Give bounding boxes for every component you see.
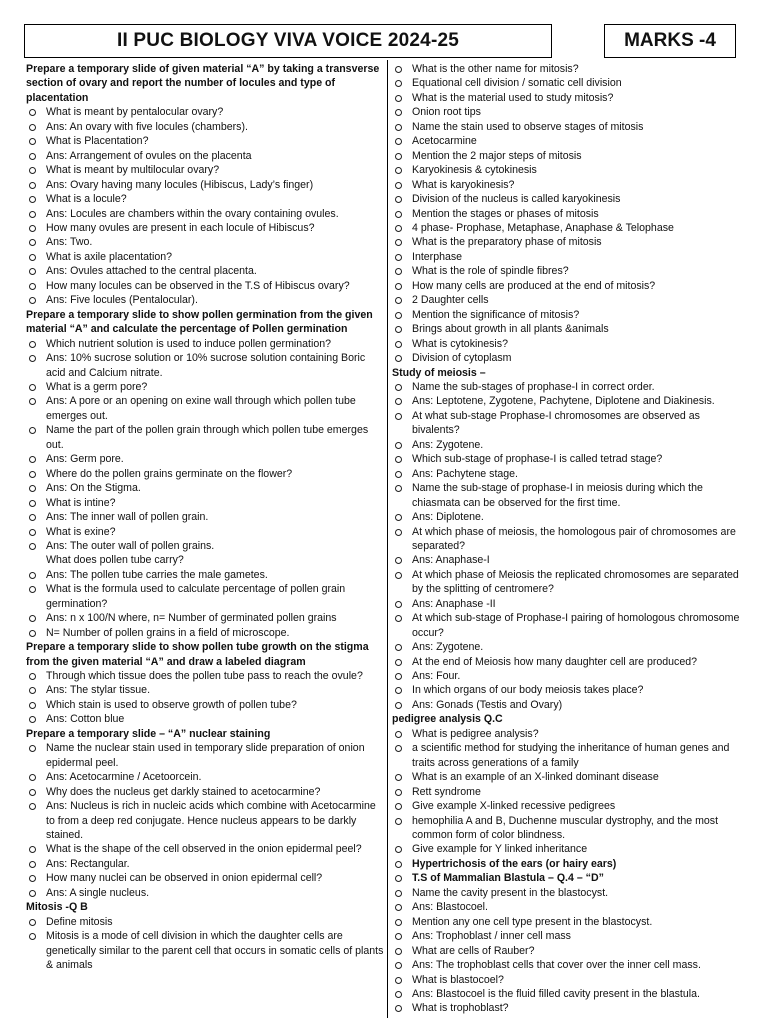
list-item: Equational cell division / somatic cell division bbox=[392, 76, 750, 90]
list-item: T.S of Mammalian Blastula – Q.4 – “D” bbox=[392, 871, 750, 885]
list-item: Name the sub-stage of prophase-I in meiosis during which the chiasmata can be observed for the first time. bbox=[392, 481, 750, 510]
list-item: What is a locule? bbox=[26, 192, 384, 206]
list-item: What is trophoblast? bbox=[392, 1001, 750, 1015]
list-item: What is cytokinesis? bbox=[392, 337, 750, 351]
list-item: Brings about growth in all plants &animals bbox=[392, 322, 750, 336]
list-item: What is an example of an X-linked dominant disease bbox=[392, 770, 750, 784]
list-item: a scientific method for studying the inheritance of human genes and traits across generations of a family bbox=[392, 741, 750, 770]
list-item: What is the role of spindle fibres? bbox=[392, 264, 750, 278]
list-item: Ans: Pachytene stage. bbox=[392, 467, 750, 481]
list-item: Name the nuclear stain used in temporary slide preparation of onion epidermal peel. bbox=[26, 741, 384, 770]
list-item: Ans: A single nucleus. bbox=[26, 886, 384, 900]
list-item: Define mitosis bbox=[26, 915, 384, 929]
list-item: Ans: An ovary with five locules (chambers). bbox=[26, 120, 384, 134]
list-item: Ans: Anaphase-I bbox=[392, 553, 750, 567]
list-item: At which sub-stage of Prophase-I pairing of homologous chromosome occur? bbox=[392, 611, 750, 640]
list-item: What is exine? bbox=[26, 525, 384, 539]
list-item: Ans: A pore or an opening on exine wall through which pollen tube emerges out. bbox=[26, 394, 384, 423]
list-item: hemophilia A and B, Duchenne muscular dystrophy, and the most common form of color blindness. bbox=[392, 814, 750, 843]
list-item: Ans: The inner wall of pollen grain. bbox=[26, 510, 384, 524]
right-column bbox=[392, 62, 750, 1018]
list-item: Acetocarmine bbox=[392, 134, 750, 148]
section-heading: Prepare a temporary slide of given material “A” by taking a transverse section of ovary and report the number of locules and type of placentation bbox=[26, 63, 380, 104]
left-column bbox=[26, 62, 384, 1018]
column-divider bbox=[387, 60, 388, 1018]
list-item: What is the other name for mitosis? bbox=[392, 62, 750, 76]
list-item: Ans: Diplotene. bbox=[392, 510, 750, 524]
list-item: At which phase of meiosis, the homologous pair of chromosomes are separated? bbox=[392, 525, 750, 554]
list-item: At which phase of Meiosis the replicated chromosomes are separated by the splitting of centromere? bbox=[392, 568, 750, 597]
list-item: Ans: Germ pore. bbox=[26, 452, 384, 466]
list-item: Ans: Gonads (Testis and Ovary) bbox=[392, 698, 750, 712]
list-item: Where do the pollen grains germinate on the flower? bbox=[26, 467, 384, 481]
list-item: Karyokinesis & cytokinesis bbox=[392, 163, 750, 177]
list-item: Interphase bbox=[392, 250, 750, 264]
list-item: How many locules can be observed in the T.S of Hibiscus ovary? bbox=[26, 279, 384, 293]
list-item: Name the cavity present in the blastocyst. bbox=[392, 886, 750, 900]
list-item: Ans: The stylar tissue. bbox=[26, 683, 384, 697]
marks-label: MARKS -4 bbox=[604, 24, 736, 58]
list-item: Division of cytoplasm bbox=[392, 351, 750, 365]
list-item: What is the formula used to calculate percentage of pollen grain germination? bbox=[26, 582, 384, 611]
list-item: What is axile placentation? bbox=[26, 250, 384, 264]
list-item: How many cells are produced at the end of mitosis? bbox=[392, 279, 750, 293]
list-item: How many nuclei can be observed in onion epidermal cell? bbox=[26, 871, 384, 885]
list-item: Ans: Zygotene. bbox=[392, 640, 750, 654]
list-item: Ans: The pollen tube carries the male gametes. bbox=[26, 568, 384, 582]
list-item: Ans: The trophoblast cells that cover over the inner cell mass. bbox=[392, 958, 750, 972]
section-heading: Study of meiosis – bbox=[392, 366, 486, 379]
list-item: Ans: Two. bbox=[26, 235, 384, 249]
list-item: What are cells of Rauber? bbox=[392, 944, 750, 958]
section-heading: Prepare a temporary slide to show pollen germination from the given material “A” and calculate the percentage of Pollen germination bbox=[26, 308, 373, 336]
list-item: Onion root tips bbox=[392, 105, 750, 119]
list-item: Give example X-linked recessive pedigrees bbox=[392, 799, 750, 813]
list-item: N= Number of pollen grains in a field of microscope. bbox=[26, 626, 384, 640]
list-item: Name the stain used to observe stages of mitosis bbox=[392, 120, 750, 134]
list-item: At the end of Meiosis how many daughter cell are produced? bbox=[392, 655, 750, 669]
list-item: What is a germ pore? bbox=[26, 380, 384, 394]
list-item: Mention the significance of mitosis? bbox=[392, 308, 750, 322]
list-item: How many ovules are present in each locule of Hibiscus? bbox=[26, 221, 384, 235]
list-item: What is karyokinesis? bbox=[392, 178, 750, 192]
list-item: Ans: Blastocoel. bbox=[392, 900, 750, 914]
document-title: II PUC BIOLOGY VIVA VOICE 2024-25 bbox=[24, 24, 552, 58]
list-item: Give example for Y linked inheritance bbox=[392, 842, 750, 856]
list-item: Ans: Trophoblast / inner cell mass bbox=[392, 929, 750, 943]
list-item: Hypertrichosis of the ears (or hairy ears) bbox=[392, 857, 750, 871]
list-item: Rett syndrome bbox=[392, 785, 750, 799]
list-item: Ans: Rectangular. bbox=[26, 857, 384, 871]
list-item: Ans: Zygotene. bbox=[392, 438, 750, 452]
list-item: At what sub-stage Prophase-I chromosomes are observed as bivalents? bbox=[392, 409, 750, 438]
list-item: What is the material used to study mitosis? bbox=[392, 91, 750, 105]
list-item: What is the preparatory phase of mitosis bbox=[392, 235, 750, 249]
list-item: Why does the nucleus get darkly stained to acetocarmine? bbox=[26, 785, 384, 799]
list-item: Ans: Four. bbox=[392, 669, 750, 683]
list-item: What is intine? bbox=[26, 496, 384, 510]
section-heading: Mitosis -Q B bbox=[26, 901, 88, 914]
list-item: Ans: Five locules (Pentalocular). bbox=[26, 293, 384, 307]
list-item: 4 phase- Prophase, Metaphase, Anaphase & Telophase bbox=[392, 221, 750, 235]
list-item: Mention the stages or phases of mitosis bbox=[392, 207, 750, 221]
list-item: Name the part of the pollen grain through which pollen tube emerges out. bbox=[26, 423, 384, 452]
list-item: Ans: Ovary having many locules (Hibiscus, Lady’s finger) bbox=[26, 178, 384, 192]
list-item: Ans: Cotton blue bbox=[26, 712, 384, 726]
list-item: Division of the nucleus is called karyokinesis bbox=[392, 192, 750, 206]
list-item: What is pedigree analysis? bbox=[392, 727, 750, 741]
list-item: Through which tissue does the pollen tube pass to reach the ovule? bbox=[26, 669, 384, 683]
list-item: Ans: Blastocoel is the fluid filled cavity present in the blastula. bbox=[392, 987, 750, 1001]
list-item: Ans: 10% sucrose solution or 10% sucrose solution containing Boric acid and Calcium nitrate. bbox=[26, 351, 384, 380]
list-item: Name the sub-stages of prophase-I in correct order. bbox=[392, 380, 750, 394]
list-item: In which organs of our body meiosis takes place? bbox=[392, 683, 750, 697]
list-item: What is Placentation? bbox=[26, 134, 384, 148]
list-item: What is the shape of the cell observed in the onion epidermal peel? bbox=[26, 842, 384, 856]
section-heading: Prepare a temporary slide to show pollen tube growth on the stigma from the given material “A” and draw a labeled diagram bbox=[26, 641, 369, 668]
list-item: Mitosis is a mode of cell division in which the daughter cells are genetically similar to the parent cell that occurs in somatic cells of plants & animals bbox=[26, 929, 384, 972]
list-item: What is meant by pentalocular ovary? bbox=[26, 105, 384, 119]
list-item: What is blastocoel? bbox=[392, 973, 750, 987]
list-item: What is meant by multilocular ovary? bbox=[26, 163, 384, 177]
list-item: 2 Daughter cells bbox=[392, 293, 750, 307]
list-item: Ans: Acetocarmine / Acetoorcein. bbox=[26, 770, 384, 784]
section-heading: pedigree analysis Q.C bbox=[392, 713, 503, 726]
list-item: Which sub-stage of prophase-I is called tetrad stage? bbox=[392, 452, 750, 466]
list-item: Ans: Anaphase -II bbox=[392, 597, 750, 611]
list-item: Ans: Leptotene, Zygotene, Pachytene, Diplotene and Diakinesis. bbox=[392, 394, 750, 408]
list-item: Mention any one cell type present in the blastocyst. bbox=[392, 915, 750, 929]
list-item: Which stain is used to observe growth of pollen tube? bbox=[26, 698, 384, 712]
list-item: Ans: Arrangement of ovules on the placenta bbox=[26, 149, 384, 163]
list-item: Which nutrient solution is used to induce pollen germination? bbox=[26, 337, 384, 351]
section-heading: Prepare a temporary slide – “A” nuclear staining bbox=[26, 727, 271, 740]
list-item: Ans: The outer wall of pollen grains. What does pollen tube carry? bbox=[26, 539, 384, 568]
list-item: Ans: Locules are chambers within the ovary containing ovules. bbox=[26, 207, 384, 221]
list-item: Ans: Nucleus is rich in nucleic acids which combine with Acetocarmine to from a deep red conjugate. Hence nucleus appears to be darkly stained. bbox=[26, 799, 384, 842]
list-item: Ans: Ovules attached to the central placenta. bbox=[26, 264, 384, 278]
list-item: Mention the 2 major steps of mitosis bbox=[392, 149, 750, 163]
list-item: Ans: On the Stigma. bbox=[26, 481, 384, 495]
list-item: Ans: n x 100/N where, n= Number of germinated pollen grains bbox=[26, 611, 384, 625]
